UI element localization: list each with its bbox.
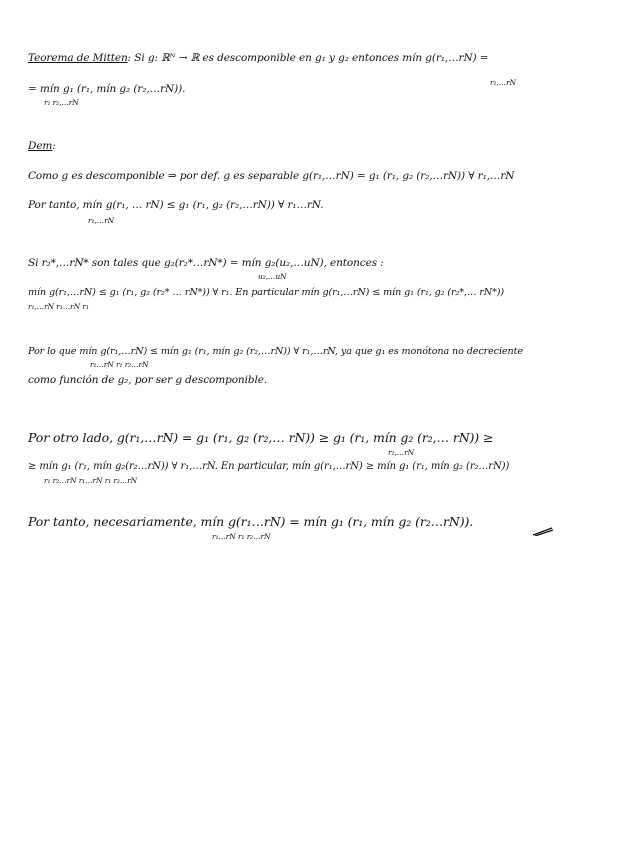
proof-line-8: ≥ mín g₁ (r₁, mín g₂(r₂…rN)) ∀ r₁,…rN. En particular, mín g(r₁,…rN) ≥ mín g₁ (r₁, mín g₂ (r₂…rN)) <box>28 461 510 472</box>
theorem-line-2-subscript: r₁ r₂,…rN <box>44 98 79 107</box>
proof-label: Dem <box>28 140 53 152</box>
proof-line-2: Por tanto, mín g(r₁, … rN) ≤ g₁ (r₁, g₂ (r₂,…rN)) ∀ r₁…rN. <box>28 199 324 211</box>
proof-line-3: Si r₂*,…rN* son tales que g₂(r₂*…rN*) = mín g₂(u₂,…uN), entonces : <box>28 257 384 269</box>
proof-line-3-subscript: u₂,…uN <box>258 272 287 281</box>
proof-line-1: Como g es descomponible ⇒ por def. g es separable g(r₁,…rN) = g₁ (r₁, g₂ (r₂,…rN)) ∀ r₁,…rN <box>28 170 515 182</box>
theorem-line-2: = mín g₁ (r₁, mín g₂ (r₂,…rN)). <box>28 83 186 95</box>
theorem-line-1 <box>28 52 612 65</box>
proof-conclusion: Por tanto, necesariamente, mín g(r₁…rN) = mín g₁ (r₁, mín g₂ (r₂…rN)). <box>28 514 474 529</box>
proof-line-2-subscript: r₁,…rN <box>88 216 115 225</box>
proof-label-suffix: : <box>52 140 56 152</box>
proof-line-5: Por lo que mín g(r₁,…rN) ≤ mín g₁ (r₁, mín g₂ (r₂,…rN)) ∀ r₁,…rN, ya que g₁ es monótona no decreciente <box>28 346 523 357</box>
proof-line-8-subscript: r₁ r₂…rN r₁…rN r₁ r₂…rN <box>44 476 138 485</box>
theorem-title: Teorema de Mitten <box>28 52 128 64</box>
proof-line-7-subscript: r₂,…rN <box>388 448 415 457</box>
proof-label-line <box>28 140 612 153</box>
proof-line-7: Por otro lado, g(r₁,…rN) = g₁ (r₁, g₂ (r₂,… rN)) ≥ g₁ (r₁, mín g₂ (r₂,… rN)) ≥ <box>28 430 494 445</box>
proof-line-5-subscript: r₁…rN r₁ r₂…rN <box>90 360 149 369</box>
proof-conclusion-subscript: r₁…rN r₁ r₂…rN <box>212 532 271 541</box>
proof-line-4-subscript: r₁,…rN r₁…rN r₁ <box>28 302 89 311</box>
qed-mark-icon <box>532 526 554 536</box>
theorem-statement: : Si g: ℝᴺ → ℝ es descomponible en g₁ y g₂ entonces mín g(r₁,…rN) = <box>127 52 489 64</box>
proof-line-4: mín g(r₁,…rN) ≤ g₁ (r₁, g₂ (r₂* … rN*)) ∀ r₁. En particular mín g(r₁,…rN) ≤ mín g₁ (r₁, g₂ (r₂*,… rN*)) <box>28 287 505 298</box>
proof-line-6: como función de g₂, por ser g descomponible. <box>28 374 268 386</box>
theorem-line-1-subscript: r₁,…rN <box>490 78 517 87</box>
